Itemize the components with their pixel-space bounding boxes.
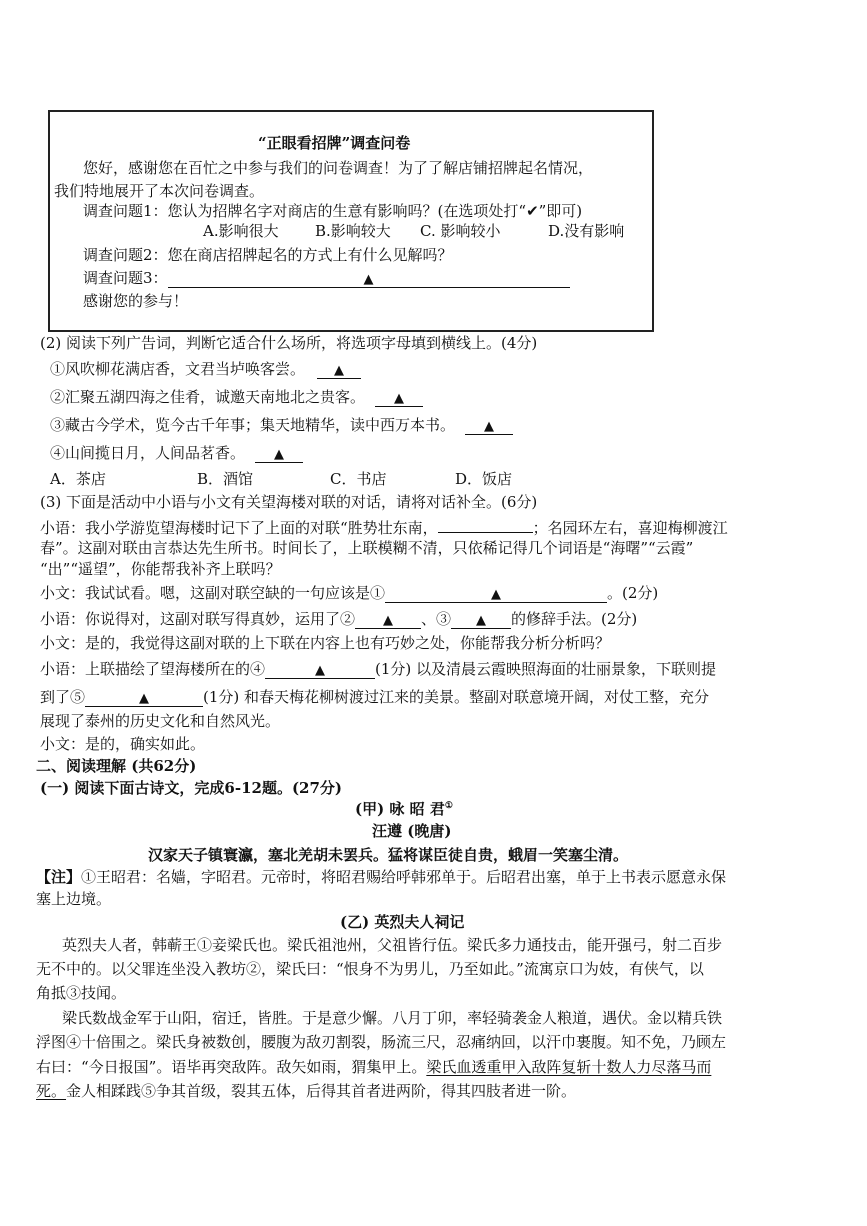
- part3-line-7-b: (1分) 以及清晨云霞映照海面的壮丽景象，下联则提: [375, 660, 717, 678]
- prose-underlined-sentence: 梁氏血透重甲入敌阵复斩十数人力尽落马而: [426, 1058, 712, 1076]
- part3-line-1-a: 小语：我小学游览望海楼时记下了上面的对联“胜势壮东南，: [40, 519, 438, 537]
- triangle-mark-icon: ▲: [484, 419, 495, 434]
- note-label: 【注】: [36, 868, 82, 886]
- survey-question-3: [83, 267, 570, 288]
- section2-header: 二、阅读理解 (共62分): [36, 757, 197, 775]
- prose-line-3: 角抵③技闻。: [36, 984, 127, 1002]
- triangle-mark-icon: ▲: [476, 613, 487, 628]
- triangle-mark-icon: ▲: [491, 587, 502, 602]
- answer-blank-2-3[interactable]: [465, 416, 513, 435]
- part3-line-3: “出”“遥望”，你能帮我补齐上联吗？: [40, 560, 281, 578]
- triangle-mark-icon: ▲: [383, 613, 394, 628]
- answer-blank-2-4[interactable]: [255, 444, 303, 463]
- part2-item-1-text: ①风吹柳花满店香，文君当垆唤客尝。: [50, 360, 306, 378]
- prose-line-2: 无不中的。以父罪连坐没入教坊②，梁氏曰：“恨身不为男儿，乃至如此。”流寓京口为妓，有侠气，以: [36, 960, 704, 978]
- section2-subheader: (一) 阅读下面古诗文，完成6-12题。(27分): [40, 779, 343, 797]
- part2-item-4-text: ④山间揽日月，人间品茗香。: [50, 444, 246, 462]
- poem-title: [355, 798, 453, 819]
- answer-blank-q3[interactable]: [168, 269, 570, 288]
- survey-thanks: 感谢您的参与！: [83, 292, 189, 310]
- part3-line-1-b: ；名园环左右，喜迎梅柳渡江: [532, 519, 728, 537]
- note-line-2: 塞上边境。: [36, 890, 112, 908]
- triangle-mark-icon: ▲: [274, 447, 285, 462]
- answer-blank-1[interactable]: [385, 584, 607, 603]
- answer-blank-2[interactable]: [355, 610, 421, 629]
- triangle-mark-icon: ▲: [334, 363, 345, 378]
- part2-item-4: [50, 442, 303, 463]
- triangle-mark-icon: ▲: [139, 691, 150, 706]
- part3-line-4: [40, 582, 658, 603]
- part3-line-8-b: (1分) 和春天梅花柳树渡过江来的美景。整副对联意境开阔，对仗工整，充分: [203, 688, 710, 706]
- part3-line-5-a: 小语：你说得对，这副对联写得真妙，运用了②: [40, 610, 356, 628]
- part3-line-7: [40, 658, 716, 679]
- part3-line-5-b: 、③: [421, 610, 452, 628]
- part2-option-b: B．酒馆: [197, 470, 254, 488]
- survey-question-2: 调查问题2：您在商店招牌起名的方式上有什么见解吗？: [83, 246, 453, 264]
- part3-line-7-a: 小语：上联描绘了望海楼所在的④: [40, 660, 266, 678]
- part3-line-8: [40, 686, 709, 707]
- survey-intro-1: 您好，感谢您在百忙之中参与我们的问卷调查！为了了解店铺招牌起名情况，: [83, 159, 594, 177]
- note-line-1: [36, 866, 726, 887]
- poem-author: 汪遵 (晚唐): [372, 822, 452, 840]
- part2-header: (2) 阅读下列广告词，判断它适合什么场所，将选项字母填到横线上。(4分): [40, 334, 538, 352]
- note-text-1: ①王昭君：名嫱，字昭君。元帝时，将昭君赐给呼韩邪单于。后昭君出塞，单于上书表示愿意永保: [81, 868, 727, 886]
- part3-line-1: [40, 514, 728, 538]
- poem-title-text: (甲) 咏 昭 君: [355, 800, 445, 818]
- prose-line-4: 梁氏数战金军于山阳，宿迁，皆胜。于是意少懈。八月丁卯，率轻骑袭金人粮道，遇伏。金以精兵铁: [62, 1009, 723, 1027]
- answer-blank-5[interactable]: [85, 688, 203, 707]
- part2-item-2-text: ②汇聚五湖四海之佳肴，诚邀天南地北之贵客。: [50, 388, 366, 406]
- prose-line-6-a: 右曰：“今日报国”。语毕再突敌阵。敌矢如雨，猬集甲上。: [36, 1058, 427, 1076]
- part2-item-3-text: ③藏古今学术，览今古千年事；集天地精华，读中西万本书。: [50, 416, 456, 434]
- triangle-mark-icon: ▲: [363, 272, 374, 287]
- survey-q1-option-b[interactable]: B.影响较大: [315, 222, 391, 240]
- answer-blank-2-2[interactable]: [375, 388, 423, 407]
- part2-option-a: A．茶店: [50, 470, 106, 488]
- part3-line-5-c: 的修辞手法。(2分): [511, 610, 638, 628]
- part3-line-6: 小文：是的，我觉得这副对联的上下联在内容上也有巧妙之处，你能帮我分析分析吗？: [40, 634, 611, 652]
- prose-line-7: [36, 1080, 576, 1101]
- part2-option-d: D．饭店: [455, 470, 513, 488]
- triangle-mark-icon: ▲: [315, 663, 326, 678]
- part3-line-4-b: 。(2分): [607, 584, 659, 602]
- prose-underlined-end: 死。: [36, 1082, 67, 1100]
- triangle-mark-icon: ▲: [394, 391, 405, 406]
- answer-blank-4[interactable]: [265, 660, 375, 679]
- part3-line-8-a: 到了⑤: [40, 688, 86, 706]
- survey-q1-option-a[interactable]: A.影响很大: [203, 222, 279, 240]
- survey-question-1: 调查问题1：您认为招牌名字对商店的生意有影响吗？(在选项处打“✔”即可): [83, 202, 583, 220]
- survey-title: “正眼看招牌”调查问卷: [258, 134, 411, 152]
- part3-line-5: [40, 608, 637, 629]
- part2-item-2: [50, 386, 423, 407]
- survey-question-3-label: 调查问题3：: [83, 269, 168, 287]
- answer-blank-3[interactable]: [451, 610, 511, 629]
- part3-line-9: 展现了泰州的历史文化和自然风光。: [40, 712, 281, 730]
- prose-line-6: [36, 1056, 711, 1077]
- prose-line-7-b: 金人相蹂践⑤争其首级，裂其五体，后得其首者进两阶，得其四肢者进一阶。: [66, 1082, 577, 1100]
- poem-text: 汉家天子镇寰瀛，塞北羌胡未罢兵。猛将谋臣徒自贵，蛾眉一笑塞尘清。: [148, 846, 629, 864]
- answer-blank-2-1[interactable]: [317, 360, 361, 379]
- part2-option-c: C．书店: [330, 470, 387, 488]
- prose-title: (乙) 英烈夫人祠记: [340, 913, 465, 931]
- part2-item-3: [50, 414, 513, 435]
- survey-q1-option-d[interactable]: D.没有影响: [548, 222, 625, 240]
- part3-line-4-a: 小文：我试试看。嗯，这副对联空缺的一句应该是①: [40, 584, 386, 602]
- part3-line-2: 春”。这副对联由言恭达先生所书。时间长了，上联模糊不清，只依稀记得几个词语是“海曙”“云霞”: [40, 539, 694, 557]
- prose-line-5: 浮图④十倍围之。梁氏身被数创，腰腹为敌刃割裂，肠流三尺，忍痛纳回，以汗巾裹腹。知不免，乃顾左: [36, 1033, 727, 1051]
- poem-note-mark: ①: [444, 801, 453, 811]
- prose-line-1: 英烈夫人者，韩蕲王①妾梁氏也。梁氏祖池州，父祖皆行伍。梁氏多力通技击，能开强弓，射二百步: [62, 936, 723, 954]
- part2-item-1: [50, 358, 361, 379]
- part3-line-10: 小文：是的，确实如此。: [40, 735, 206, 753]
- survey-q1-option-c[interactable]: C. 影响较小: [420, 222, 501, 240]
- survey-intro-2: 我们特地展开了本次问卷调查。: [54, 182, 265, 200]
- part3-header: (3) 下面是活动中小语与小文有关望海楼对联的对话，请将对话补全。(6分): [40, 493, 538, 511]
- answer-blank-couplet[interactable]: [438, 514, 533, 533]
